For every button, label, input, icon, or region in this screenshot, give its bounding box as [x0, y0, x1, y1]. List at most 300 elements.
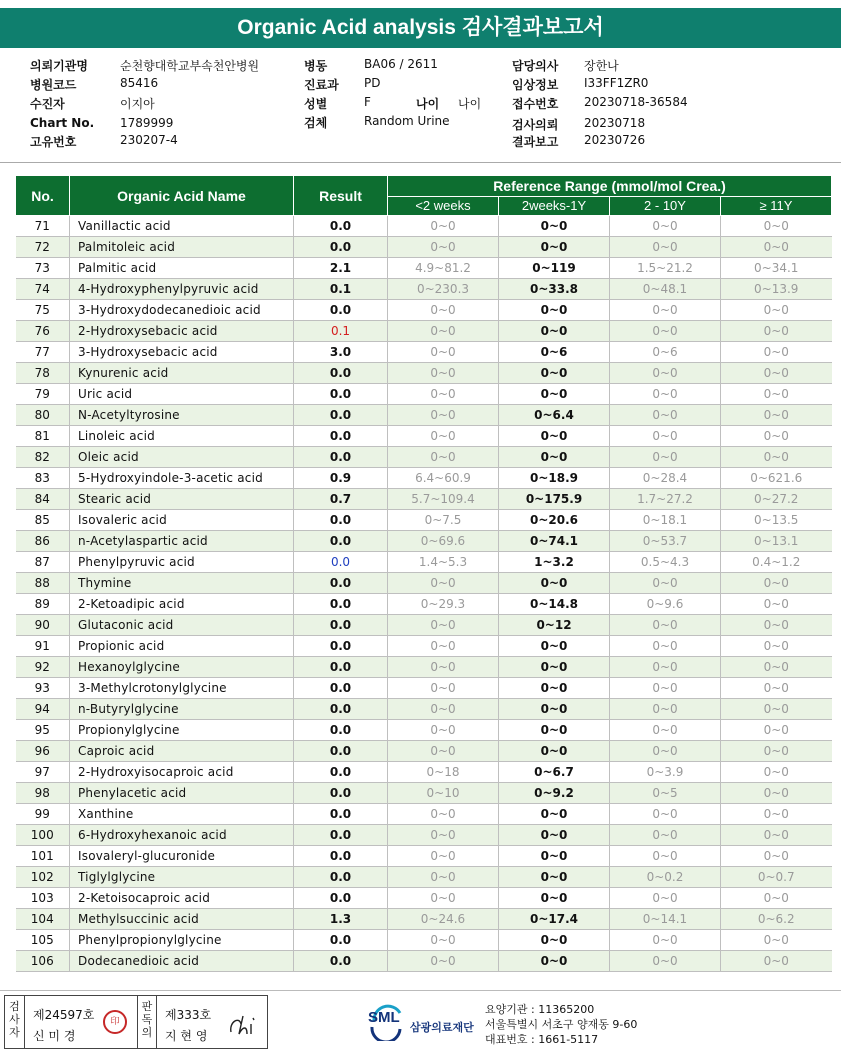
cell-ref-2weeks-1y: 0~175.9 — [499, 489, 610, 510]
cell-name: Xanthine — [70, 804, 294, 825]
cell-no: 99 — [16, 804, 70, 825]
cell-ref-2weeks-1y: 0~6.7 — [499, 762, 610, 783]
col-header-ref-3: 2 - 10Y — [610, 196, 721, 216]
table-row — [16, 363, 832, 384]
cell-result: 0.0 — [294, 594, 388, 615]
sex-label: 성별 — [304, 97, 328, 111]
table-row — [16, 426, 832, 447]
cell-no: 88 — [16, 573, 70, 594]
cell-ref-11y-plus: 0~0 — [721, 846, 832, 867]
cell-no: 74 — [16, 279, 70, 300]
cell-name: N-Acetyltyrosine — [70, 405, 294, 426]
table-body — [16, 216, 832, 972]
cell-name: Methylsuccinic acid — [70, 909, 294, 930]
phone: 대표번호 : 1661-5117 — [485, 1033, 599, 1046]
cell-ref-11y-plus: 0~0 — [721, 636, 832, 657]
cell-ref-2-10y: 0~0 — [610, 237, 721, 258]
address: 서울특별시 서초구 양재동 9-60 — [485, 1018, 638, 1031]
cell-name: Propionic acid — [70, 636, 294, 657]
patient-info — [30, 55, 830, 150]
cell-ref-2-10y: 0~0 — [610, 699, 721, 720]
cell-ref-2-10y: 0~0 — [610, 846, 721, 867]
cell-ref-2-10y: 0~0 — [610, 384, 721, 405]
cell-result: 0.0 — [294, 615, 388, 636]
cell-no: 90 — [16, 615, 70, 636]
cell-name: n-Butyrylglycine — [70, 699, 294, 720]
table-row — [16, 783, 832, 804]
cell-name: Phenylpyruvic acid — [70, 552, 294, 573]
signature — [227, 1012, 261, 1038]
cell-ref-under-2-weeks: 0~0 — [388, 405, 499, 426]
cell-result: 0.0 — [294, 825, 388, 846]
table-row — [16, 657, 832, 678]
cell-ref-under-2-weeks: 0~0 — [388, 846, 499, 867]
cell-result: 0.1 — [294, 321, 388, 342]
cell-name: 3-Hydroxysebacic acid — [70, 342, 294, 363]
cell-ref-11y-plus: 0~13.1 — [721, 531, 832, 552]
specimen-label: 검체 — [304, 116, 328, 130]
cell-ref-2-10y: 1.5~21.2 — [610, 258, 721, 279]
cell-ref-2weeks-1y: 0~0 — [499, 657, 610, 678]
cell-ref-under-2-weeks: 0~18 — [388, 762, 499, 783]
cell-no: 86 — [16, 531, 70, 552]
table-row — [16, 405, 832, 426]
cell-no: 105 — [16, 930, 70, 951]
cell-ref-under-2-weeks: 0~69.6 — [388, 531, 499, 552]
cell-ref-11y-plus: 0~0 — [721, 300, 832, 321]
cell-ref-2-10y: 0~28.4 — [610, 468, 721, 489]
cell-ref-under-2-weeks: 0~0 — [388, 573, 499, 594]
cell-name: Linoleic acid — [70, 426, 294, 447]
cell-ref-2weeks-1y: 0~0 — [499, 321, 610, 342]
cell-ref-11y-plus: 0~0 — [721, 237, 832, 258]
cell-no: 75 — [16, 300, 70, 321]
cell-name: Vanillactic acid — [70, 216, 294, 237]
cell-ref-2-10y: 0.5~4.3 — [610, 552, 721, 573]
cell-ref-2-10y: 0~0.2 — [610, 867, 721, 888]
cell-ref-2weeks-1y: 0~119 — [499, 258, 610, 279]
cell-result: 0.0 — [294, 867, 388, 888]
reviewer-name: 지 현 영 — [165, 1029, 208, 1043]
cell-ref-2-10y: 0~9.6 — [610, 594, 721, 615]
cell-result: 0.0 — [294, 720, 388, 741]
cell-ref-11y-plus: 0~0 — [721, 342, 832, 363]
cell-ref-under-2-weeks: 0~0 — [388, 720, 499, 741]
cell-no: 83 — [16, 468, 70, 489]
cell-ref-11y-plus: 0~0 — [721, 657, 832, 678]
cell-ref-under-2-weeks: 0~0 — [388, 741, 499, 762]
cell-no: 98 — [16, 783, 70, 804]
cell-ref-under-2-weeks: 0~0 — [388, 216, 499, 237]
cell-no: 82 — [16, 447, 70, 468]
ward-label: 병동 — [304, 59, 328, 73]
table-row — [16, 594, 832, 615]
table-row — [16, 573, 832, 594]
cell-no: 72 — [16, 237, 70, 258]
table-row — [16, 741, 832, 762]
request-label: 검사의뢰 — [512, 118, 559, 132]
table-row — [16, 279, 832, 300]
cell-no: 100 — [16, 825, 70, 846]
cell-ref-under-2-weeks: 0~0 — [388, 678, 499, 699]
results-table — [15, 175, 832, 972]
cell-ref-2-10y: 1.7~27.2 — [610, 489, 721, 510]
table-row — [16, 300, 832, 321]
cell-result: 0.0 — [294, 888, 388, 909]
cell-ref-2-10y: 0~0 — [610, 804, 721, 825]
table-row — [16, 846, 832, 867]
cell-ref-2weeks-1y: 0~12 — [499, 615, 610, 636]
cell-result: 0.0 — [294, 804, 388, 825]
col-header-no: No. — [16, 176, 70, 216]
cell-ref-2weeks-1y: 0~33.8 — [499, 279, 610, 300]
cell-ref-2-10y: 0~0 — [610, 447, 721, 468]
cell-name: Hexanoylglycine — [70, 657, 294, 678]
cell-ref-2-10y: 0~0 — [610, 888, 721, 909]
cell-ref-2-10y: 0~0 — [610, 678, 721, 699]
cell-ref-under-2-weeks: 4.9~81.2 — [388, 258, 499, 279]
cell-ref-under-2-weeks: 0~24.6 — [388, 909, 499, 930]
table-row — [16, 552, 832, 573]
cell-no: 91 — [16, 636, 70, 657]
cell-result: 0.0 — [294, 699, 388, 720]
cell-name: 4-Hydroxyphenylpyruvic acid — [70, 279, 294, 300]
cell-ref-11y-plus: 0~0 — [721, 384, 832, 405]
cell-ref-2-10y: 0~0 — [610, 951, 721, 972]
cell-ref-under-2-weeks: 0~10 — [388, 783, 499, 804]
cell-ref-2weeks-1y: 0~0 — [499, 426, 610, 447]
cell-ref-under-2-weeks: 0~0 — [388, 426, 499, 447]
cell-ref-under-2-weeks: 0~0 — [388, 888, 499, 909]
cell-ref-2weeks-1y: 0~0 — [499, 930, 610, 951]
cell-ref-2-10y: 0~18.1 — [610, 510, 721, 531]
cell-ref-2weeks-1y: 0~0 — [499, 951, 610, 972]
cell-ref-11y-plus: 0~0 — [721, 573, 832, 594]
cell-result: 0.0 — [294, 573, 388, 594]
cell-ref-2weeks-1y: 0~0 — [499, 678, 610, 699]
cell-result: 0.0 — [294, 363, 388, 384]
col-header-ref-1: <2 weeks — [388, 196, 499, 216]
company-address — [485, 1002, 637, 1047]
cell-ref-11y-plus: 0~0 — [721, 699, 832, 720]
cell-ref-2weeks-1y: 0~0 — [499, 384, 610, 405]
receipt-value: 20230718-36584 — [584, 95, 688, 109]
table-row — [16, 321, 832, 342]
unique-value: 230207-4 — [120, 133, 178, 147]
cell-ref-11y-plus: 0.4~1.2 — [721, 552, 832, 573]
cell-ref-11y-plus: 0~0 — [721, 888, 832, 909]
table-row — [16, 762, 832, 783]
dept-label: 진료과 — [304, 78, 339, 92]
cell-ref-11y-plus: 0~0 — [721, 594, 832, 615]
cell-ref-under-2-weeks: 0~0 — [388, 930, 499, 951]
code-value: 85416 — [120, 76, 159, 90]
cell-ref-2weeks-1y: 1~3.2 — [499, 552, 610, 573]
cell-ref-2weeks-1y: 0~17.4 — [499, 909, 610, 930]
cell-ref-under-2-weeks: 0~0 — [388, 300, 499, 321]
table-row — [16, 237, 832, 258]
cell-ref-2-10y: 0~0 — [610, 636, 721, 657]
examiner-name: 신 미 경 — [33, 1029, 76, 1043]
cell-result: 0.0 — [294, 762, 388, 783]
cell-ref-11y-plus: 0~6.2 — [721, 909, 832, 930]
cell-ref-2weeks-1y: 0~0 — [499, 363, 610, 384]
col-header-reference: Reference Range (mmol/mol Crea.) — [388, 176, 832, 197]
table-row — [16, 468, 832, 489]
table-row — [16, 342, 832, 363]
cell-ref-11y-plus: 0~27.2 — [721, 489, 832, 510]
cell-ref-2-10y: 0~0 — [610, 930, 721, 951]
cell-name: Glutaconic acid — [70, 615, 294, 636]
cell-ref-under-2-weeks: 0~0 — [388, 951, 499, 972]
cell-ref-under-2-weeks: 0~0 — [388, 867, 499, 888]
cell-ref-2weeks-1y: 0~0 — [499, 804, 610, 825]
cell-ref-11y-plus: 0~0 — [721, 930, 832, 951]
cell-no: 102 — [16, 867, 70, 888]
cell-name: Thymine — [70, 573, 294, 594]
cell-result: 0.0 — [294, 531, 388, 552]
cell-name: Uric acid — [70, 384, 294, 405]
cell-ref-under-2-weeks: 0~0 — [388, 237, 499, 258]
cell-ref-under-2-weeks: 0~0 — [388, 636, 499, 657]
table-row — [16, 951, 832, 972]
cell-ref-under-2-weeks: 6.4~60.9 — [388, 468, 499, 489]
cell-ref-under-2-weeks: 0~0 — [388, 384, 499, 405]
cell-result: 1.3 — [294, 909, 388, 930]
table-row — [16, 384, 832, 405]
table-row — [16, 531, 832, 552]
code-label: 병원코드 — [30, 78, 77, 92]
cell-result: 0.0 — [294, 846, 388, 867]
cell-ref-11y-plus: 0~0 — [721, 426, 832, 447]
col-header-result: Result — [294, 176, 388, 216]
cell-no: 89 — [16, 594, 70, 615]
cell-ref-under-2-weeks: 0~230.3 — [388, 279, 499, 300]
table-row — [16, 720, 832, 741]
cell-no: 97 — [16, 762, 70, 783]
cell-ref-2-10y: 0~48.1 — [610, 279, 721, 300]
cell-result: 3.0 — [294, 342, 388, 363]
cell-no: 106 — [16, 951, 70, 972]
cell-ref-under-2-weeks: 0~0 — [388, 363, 499, 384]
cell-ref-2-10y: 0~5 — [610, 783, 721, 804]
cell-result: 0.7 — [294, 489, 388, 510]
cell-ref-11y-plus: 0~13.9 — [721, 279, 832, 300]
cell-name: Stearic acid — [70, 489, 294, 510]
cell-result: 0.0 — [294, 636, 388, 657]
cell-no: 92 — [16, 657, 70, 678]
cell-result: 0.0 — [294, 237, 388, 258]
table-row — [16, 909, 832, 930]
cell-ref-under-2-weeks: 0~0 — [388, 321, 499, 342]
cell-ref-2weeks-1y: 0~0 — [499, 699, 610, 720]
examiner-no: 제24597호 — [33, 1008, 95, 1022]
cell-result: 0.0 — [294, 300, 388, 321]
cell-ref-2-10y: 0~3.9 — [610, 762, 721, 783]
cell-no: 73 — [16, 258, 70, 279]
col-header-ref-4: ≥ 11Y — [721, 196, 832, 216]
table-row — [16, 258, 832, 279]
cell-name: 2-Ketoisocaproic acid — [70, 888, 294, 909]
specimen-value: Random Urine — [364, 114, 450, 128]
report-date: 20230726 — [584, 133, 646, 147]
cell-no: 104 — [16, 909, 70, 930]
cell-ref-under-2-weeks: 5.7~109.4 — [388, 489, 499, 510]
cell-no: 87 — [16, 552, 70, 573]
cell-name: Phenylacetic acid — [70, 783, 294, 804]
cell-ref-2weeks-1y: 0~0 — [499, 846, 610, 867]
cell-no: 101 — [16, 846, 70, 867]
company-name: 삼광의료재단 — [410, 1021, 474, 1034]
cell-ref-2weeks-1y: 0~0 — [499, 741, 610, 762]
signature-box — [4, 995, 268, 1049]
cell-no: 94 — [16, 699, 70, 720]
cell-no: 81 — [16, 426, 70, 447]
cell-ref-2weeks-1y: 0~6 — [499, 342, 610, 363]
ward-value: BA06 / 2611 — [364, 57, 438, 71]
cell-ref-11y-plus: 0~0 — [721, 783, 832, 804]
footer-divider — [0, 990, 841, 991]
cell-ref-11y-plus: 0~0 — [721, 951, 832, 972]
cell-ref-2-10y: 0~0 — [610, 615, 721, 636]
cell-ref-2weeks-1y: 0~6.4 — [499, 405, 610, 426]
cell-ref-2weeks-1y: 0~20.6 — [499, 510, 610, 531]
chart-label: Chart No. — [30, 116, 95, 130]
cell-ref-under-2-weeks: 0~0 — [388, 615, 499, 636]
clinical-label: 임상정보 — [512, 78, 559, 92]
cell-ref-2-10y: 0~0 — [610, 720, 721, 741]
cell-ref-under-2-weeks: 0~29.3 — [388, 594, 499, 615]
cell-result: 0.1 — [294, 279, 388, 300]
patient-name: 이지아 — [120, 97, 155, 111]
agency-code: 요양기관 : 11365200 — [485, 1003, 595, 1016]
cell-name: Palmitic acid — [70, 258, 294, 279]
cell-no: 103 — [16, 888, 70, 909]
col-header-name: Organic Acid Name — [70, 176, 294, 216]
clinical-value: I33FF1ZR0 — [584, 76, 649, 90]
cell-name: 2-Hydroxysebacic acid — [70, 321, 294, 342]
cell-ref-11y-plus: 0~0 — [721, 405, 832, 426]
cell-result: 0.0 — [294, 405, 388, 426]
cell-ref-2-10y: 0~0 — [610, 363, 721, 384]
cell-ref-under-2-weeks: 0~0 — [388, 657, 499, 678]
table-row — [16, 447, 832, 468]
cell-ref-under-2-weeks: 0~0 — [388, 699, 499, 720]
examiner-label: 검사자 — [5, 996, 25, 1048]
request-date: 20230718 — [584, 116, 646, 130]
cell-ref-2weeks-1y: 0~0 — [499, 447, 610, 468]
cell-ref-11y-plus: 0~0 — [721, 678, 832, 699]
table-row — [16, 888, 832, 909]
cell-ref-2weeks-1y: 0~0 — [499, 216, 610, 237]
cell-ref-11y-plus: 0~0 — [721, 615, 832, 636]
cell-result: 0.0 — [294, 510, 388, 531]
cell-ref-2-10y: 0~0 — [610, 300, 721, 321]
cell-result: 0.0 — [294, 384, 388, 405]
cell-name: 5-Hydroxyindole-3-acetic acid — [70, 468, 294, 489]
cell-ref-2-10y: 0~0 — [610, 426, 721, 447]
table-row — [16, 615, 832, 636]
cell-ref-under-2-weeks: 0~7.5 — [388, 510, 499, 531]
divider — [0, 162, 841, 163]
unique-label: 고유번호 — [30, 135, 77, 149]
cell-ref-11y-plus: 0~34.1 — [721, 258, 832, 279]
cell-no: 93 — [16, 678, 70, 699]
cell-result: 0.0 — [294, 678, 388, 699]
cell-no: 78 — [16, 363, 70, 384]
cell-name: n-Acetylaspartic acid — [70, 531, 294, 552]
table-row — [16, 825, 832, 846]
cell-name: Caproic acid — [70, 741, 294, 762]
patient-label: 수진자 — [30, 97, 65, 111]
report-title: Organic Acid analysis 검사결과보고서 — [0, 8, 841, 48]
cell-name: Phenylpropionylglycine — [70, 930, 294, 951]
cell-ref-2weeks-1y: 0~0 — [499, 867, 610, 888]
cell-name: 2-Hydroxyisocaproic acid — [70, 762, 294, 783]
reviewer-label: 판독의 — [137, 996, 157, 1048]
col-header-ref-2: 2weeks-1Y — [499, 196, 610, 216]
cell-ref-2weeks-1y: 0~14.8 — [499, 594, 610, 615]
cell-result: 0.0 — [294, 426, 388, 447]
cell-name: Dodecanedioic acid — [70, 951, 294, 972]
cell-ref-under-2-weeks: 0~0 — [388, 447, 499, 468]
cell-no: 84 — [16, 489, 70, 510]
cell-result: 0.0 — [294, 741, 388, 762]
doctor-value: 장한나 — [584, 59, 619, 73]
cell-name: Propionylglycine — [70, 720, 294, 741]
cell-no: 79 — [16, 384, 70, 405]
age-value: 나이 — [458, 97, 482, 111]
cell-ref-2weeks-1y: 0~74.1 — [499, 531, 610, 552]
cell-name: Oleic acid — [70, 447, 294, 468]
cell-name: Palmitoleic acid — [70, 237, 294, 258]
cell-name: Tiglylglycine — [70, 867, 294, 888]
cell-ref-2-10y: 0~0 — [610, 216, 721, 237]
doctor-label: 담당의사 — [512, 59, 559, 73]
seal-stamp: 印 — [103, 1010, 127, 1034]
cell-ref-2weeks-1y: 0~0 — [499, 720, 610, 741]
hospital-value: 순천향대학교부속천안병원 — [120, 59, 260, 73]
cell-no: 80 — [16, 405, 70, 426]
cell-ref-11y-plus: 0~0 — [721, 762, 832, 783]
cell-ref-under-2-weeks: 0~0 — [388, 825, 499, 846]
table-row — [16, 678, 832, 699]
cell-ref-2weeks-1y: 0~0 — [499, 237, 610, 258]
cell-ref-11y-plus: 0~0 — [721, 804, 832, 825]
cell-result: 2.1 — [294, 258, 388, 279]
cell-result: 0.0 — [294, 552, 388, 573]
cell-ref-2-10y: 0~14.1 — [610, 909, 721, 930]
cell-result: 0.0 — [294, 783, 388, 804]
cell-ref-2-10y: 0~0 — [610, 321, 721, 342]
cell-ref-11y-plus: 0~0.7 — [721, 867, 832, 888]
cell-result: 0.0 — [294, 930, 388, 951]
table-row — [16, 216, 832, 237]
cell-ref-11y-plus: 0~0 — [721, 720, 832, 741]
cell-ref-11y-plus: 0~0 — [721, 363, 832, 384]
cell-ref-11y-plus: 0~0 — [721, 825, 832, 846]
cell-ref-11y-plus: 0~0 — [721, 321, 832, 342]
cell-name: 3-Methylcrotonylglycine — [70, 678, 294, 699]
cell-ref-2weeks-1y: 0~0 — [499, 300, 610, 321]
cell-ref-11y-plus: 0~0 — [721, 447, 832, 468]
cell-ref-2weeks-1y: 0~0 — [499, 573, 610, 594]
cell-ref-under-2-weeks: 0~0 — [388, 804, 499, 825]
cell-ref-11y-plus: 0~621.6 — [721, 468, 832, 489]
cell-ref-2weeks-1y: 0~0 — [499, 825, 610, 846]
cell-result: 0.0 — [294, 216, 388, 237]
cell-ref-11y-plus: 0~0 — [721, 216, 832, 237]
